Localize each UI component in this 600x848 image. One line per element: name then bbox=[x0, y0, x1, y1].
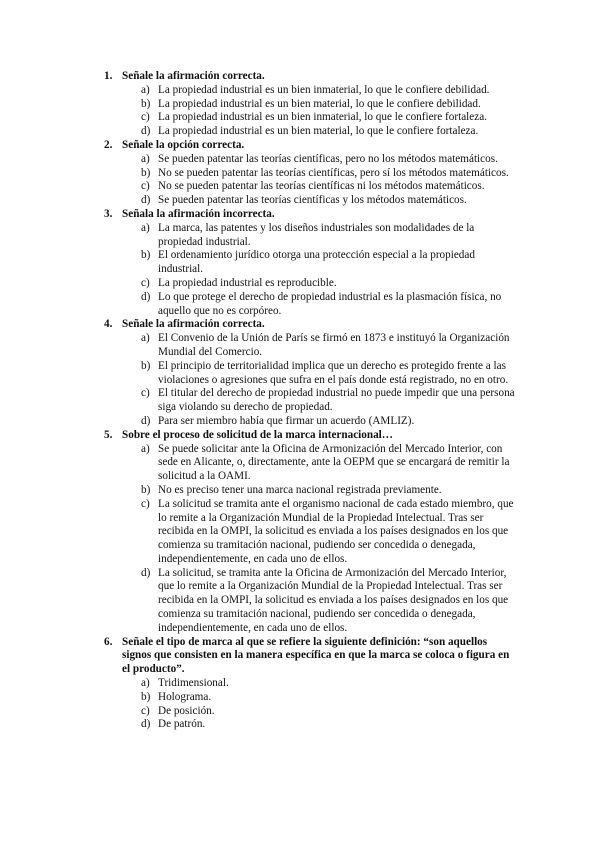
option-text: comienza su tramitación nacional, pudiendo ser concedida o denegada, bbox=[158, 539, 476, 552]
option-text: La propiedad industrial es un bien material, lo que le confiere debilidad. bbox=[158, 97, 481, 110]
option-line bbox=[0, 277, 600, 291]
answer-option bbox=[0, 291, 600, 319]
question-text: Señale el tipo de marca al que se refiere la siguiente definición: “son aquellos bbox=[122, 635, 488, 648]
question-6 bbox=[0, 636, 600, 733]
option-letter: d) bbox=[141, 125, 151, 138]
option-letter: a) bbox=[141, 332, 150, 345]
answer-option bbox=[0, 360, 600, 388]
option-text: propiedad industrial. bbox=[158, 235, 251, 248]
option-text: solicitud a la OAMI. bbox=[158, 470, 251, 483]
option-line bbox=[0, 580, 600, 594]
option-letter: a) bbox=[141, 221, 150, 234]
answer-option bbox=[0, 222, 600, 250]
option-text: aquello que no es corpóreo. bbox=[158, 304, 282, 317]
option-text: independientemente, en cada uno de ellos. bbox=[158, 552, 348, 565]
option-line bbox=[0, 222, 600, 236]
option-line bbox=[0, 346, 600, 360]
option-letter: c) bbox=[141, 276, 150, 289]
option-line bbox=[0, 525, 600, 539]
option-text: La solicitud, se tramita ante la Oficina de Armonización del Mercado Interior, bbox=[158, 566, 507, 579]
document-page bbox=[0, 70, 600, 732]
option-line bbox=[0, 84, 600, 98]
option-letter: c) bbox=[141, 180, 150, 193]
question-number: 1. bbox=[104, 70, 113, 82]
option-text: No se pueden patentar las teorías científicas, pero sí los métodos matemáticos. bbox=[158, 166, 509, 179]
answer-option bbox=[0, 277, 600, 291]
option-text: La marca, las patentes y los diseños industriales son modalidades de la bbox=[158, 221, 475, 234]
option-text: El ordenamiento jurídico otorga una protección especial a la propiedad bbox=[158, 249, 475, 262]
option-line bbox=[0, 484, 600, 498]
option-text: No se pueden patentar las teorías científicas ni los métodos matemáticos. bbox=[158, 180, 485, 193]
option-line bbox=[0, 263, 600, 277]
option-text: Tridimensional. bbox=[158, 677, 229, 690]
option-text: industrial. bbox=[158, 263, 204, 276]
option-line bbox=[0, 249, 600, 263]
question-text: Señale la opción correcta. bbox=[122, 138, 245, 151]
option-line bbox=[0, 567, 600, 581]
option-text: La propiedad industrial es reproducible. bbox=[158, 276, 337, 289]
option-line bbox=[0, 153, 600, 167]
question-line bbox=[0, 636, 600, 650]
answer-option bbox=[0, 125, 600, 139]
option-letter: d) bbox=[141, 414, 151, 427]
option-line bbox=[0, 470, 600, 484]
answer-option bbox=[0, 677, 600, 691]
option-text: La propiedad industrial es un bien inmaterial, lo que le confiere fortaleza. bbox=[158, 111, 487, 124]
question-number: 5. bbox=[104, 428, 113, 441]
question-text: signos que consisten en la manera específica en que la marca se coloca o figura en bbox=[122, 649, 510, 662]
answer-option bbox=[0, 98, 600, 112]
option-line bbox=[0, 718, 600, 732]
option-line bbox=[0, 456, 600, 470]
option-text: De posición. bbox=[158, 704, 215, 717]
option-text: El Convenio de la Unión de París se firmó en 1873 e instituyó la Organización bbox=[158, 332, 510, 345]
option-text: El titular del derecho de propiedad industrial no puede impedir que una persona bbox=[158, 387, 515, 400]
question-number: 6. bbox=[104, 635, 113, 648]
option-text: Para ser miembro había que firmar un acuerdo (AMLIZ). bbox=[158, 414, 415, 427]
option-letter: a) bbox=[141, 83, 150, 96]
question-number: 4. bbox=[104, 318, 113, 331]
question-number: 2. bbox=[104, 138, 113, 151]
answer-option bbox=[0, 387, 600, 415]
option-text: La propiedad industrial es un bien material, lo que le confiere fortaleza. bbox=[158, 125, 479, 138]
option-text: que lo remite a la Organización Mundial de la Propiedad Intelectual. Tras ser bbox=[158, 580, 503, 593]
option-letter: c) bbox=[141, 111, 150, 124]
question-line bbox=[0, 318, 600, 332]
option-text: siga violando su derecho de propiedad. bbox=[158, 401, 333, 414]
option-line bbox=[0, 180, 600, 194]
option-text: El principio de territorialidad implica que un derecho es protegido frente a las bbox=[158, 359, 506, 372]
answer-option bbox=[0, 415, 600, 429]
answer-option bbox=[0, 332, 600, 360]
option-letter: a) bbox=[141, 442, 150, 455]
option-line bbox=[0, 677, 600, 691]
answer-option bbox=[0, 705, 600, 719]
option-text: Lo que protege el derecho de propiedad industrial es la plasmación física, no bbox=[158, 290, 502, 303]
option-letter: c) bbox=[141, 704, 150, 717]
option-text: Holograma. bbox=[158, 690, 212, 703]
question-line bbox=[0, 649, 600, 663]
option-letter: d) bbox=[141, 290, 151, 303]
option-text: Se puede solicitar ante la Oficina de Armonización del Mercado Interior, con bbox=[158, 442, 503, 455]
option-line bbox=[0, 167, 600, 181]
option-text: Mundial del Comercio. bbox=[158, 345, 263, 358]
option-line bbox=[0, 360, 600, 374]
question-text: Señala la afirmación incorrecta. bbox=[122, 207, 275, 220]
option-line bbox=[0, 415, 600, 429]
question-text: Señale la afirmación correcta. bbox=[122, 318, 265, 331]
option-letter: b) bbox=[141, 166, 151, 179]
option-letter: a) bbox=[141, 152, 150, 165]
option-line bbox=[0, 98, 600, 112]
answer-option bbox=[0, 484, 600, 498]
question-line bbox=[0, 663, 600, 677]
answer-option bbox=[0, 153, 600, 167]
answer-option bbox=[0, 84, 600, 98]
option-text: comienza su tramitación nacional, pudiendo ser concedida o denegada, bbox=[158, 608, 476, 621]
option-text: La propiedad industrial es un bien inmaterial, lo que le confiere debilidad. bbox=[158, 83, 490, 96]
option-line bbox=[0, 443, 600, 457]
option-line bbox=[0, 332, 600, 346]
option-text: De patrón. bbox=[158, 718, 206, 731]
option-letter: b) bbox=[141, 359, 151, 372]
option-letter: b) bbox=[141, 483, 151, 496]
option-line bbox=[0, 291, 600, 305]
option-line bbox=[0, 305, 600, 319]
question-text: el producto”. bbox=[122, 663, 185, 676]
answer-option bbox=[0, 567, 600, 636]
option-letter: c) bbox=[141, 497, 150, 510]
question-text: Sobre el proceso de solicitud de la marca internacional… bbox=[122, 428, 393, 441]
option-letter: d) bbox=[141, 718, 151, 731]
option-line bbox=[0, 387, 600, 401]
option-line bbox=[0, 125, 600, 139]
question-line bbox=[0, 70, 600, 84]
option-letter: a) bbox=[141, 677, 150, 690]
question-3 bbox=[0, 208, 600, 318]
answer-option bbox=[0, 167, 600, 181]
option-text: Se pueden patentar las teorías científicas y los métodos matemáticos. bbox=[158, 194, 467, 207]
option-line bbox=[0, 401, 600, 415]
option-line bbox=[0, 594, 600, 608]
question-1 bbox=[0, 70, 600, 139]
option-letter: b) bbox=[141, 690, 151, 703]
option-letter: c) bbox=[141, 387, 150, 400]
option-line bbox=[0, 194, 600, 208]
option-text: violaciones o agresiones que sufra en el país donde está registrado, no en otro. bbox=[158, 373, 509, 386]
answer-option bbox=[0, 111, 600, 125]
option-text: lo remite a la Organización Mundial de la Propiedad Intelectual. Tras ser bbox=[158, 511, 484, 524]
option-line bbox=[0, 539, 600, 553]
option-line bbox=[0, 236, 600, 250]
question-number: 3. bbox=[104, 207, 113, 220]
answer-option bbox=[0, 718, 600, 732]
answer-option bbox=[0, 443, 600, 484]
option-letter: b) bbox=[141, 249, 151, 262]
option-line bbox=[0, 608, 600, 622]
option-text: No es preciso tener una marca nacional registrada previamente. bbox=[158, 483, 442, 496]
question-4 bbox=[0, 318, 600, 428]
answer-option bbox=[0, 180, 600, 194]
option-line bbox=[0, 622, 600, 636]
option-line bbox=[0, 498, 600, 512]
option-line bbox=[0, 705, 600, 719]
question-line bbox=[0, 429, 600, 443]
option-text: independientemente, en cada uno de ellos. bbox=[158, 621, 348, 634]
option-line bbox=[0, 111, 600, 125]
option-line bbox=[0, 691, 600, 705]
option-letter: b) bbox=[141, 97, 151, 110]
option-line bbox=[0, 374, 600, 388]
option-text: La solicitud se tramita ante el organismo nacional de cada estado miembro, que bbox=[158, 497, 514, 510]
answer-option bbox=[0, 194, 600, 208]
question-line bbox=[0, 208, 600, 222]
option-text: sede en Alicante, o, directamente, ante la OEPM que se encargará de remitir la bbox=[158, 456, 510, 469]
option-text: recibida en la OMPI, la solicitud es enviada a los países designados en los que bbox=[158, 594, 509, 607]
option-text: Se pueden patentar las teorías científicas, pero no los métodos matemáticos. bbox=[158, 152, 498, 165]
answer-option bbox=[0, 498, 600, 567]
question-2 bbox=[0, 139, 600, 208]
option-letter: d) bbox=[141, 194, 151, 207]
answer-option bbox=[0, 691, 600, 705]
question-line bbox=[0, 139, 600, 153]
option-text: recibida en la OMPI, la solicitud es enviada a los países designados en los que bbox=[158, 525, 509, 538]
answer-option bbox=[0, 249, 600, 277]
question-text: Señale la afirmación correcta. bbox=[122, 70, 265, 82]
option-line bbox=[0, 512, 600, 526]
option-line bbox=[0, 553, 600, 567]
question-5 bbox=[0, 429, 600, 636]
option-letter: d) bbox=[141, 566, 151, 579]
